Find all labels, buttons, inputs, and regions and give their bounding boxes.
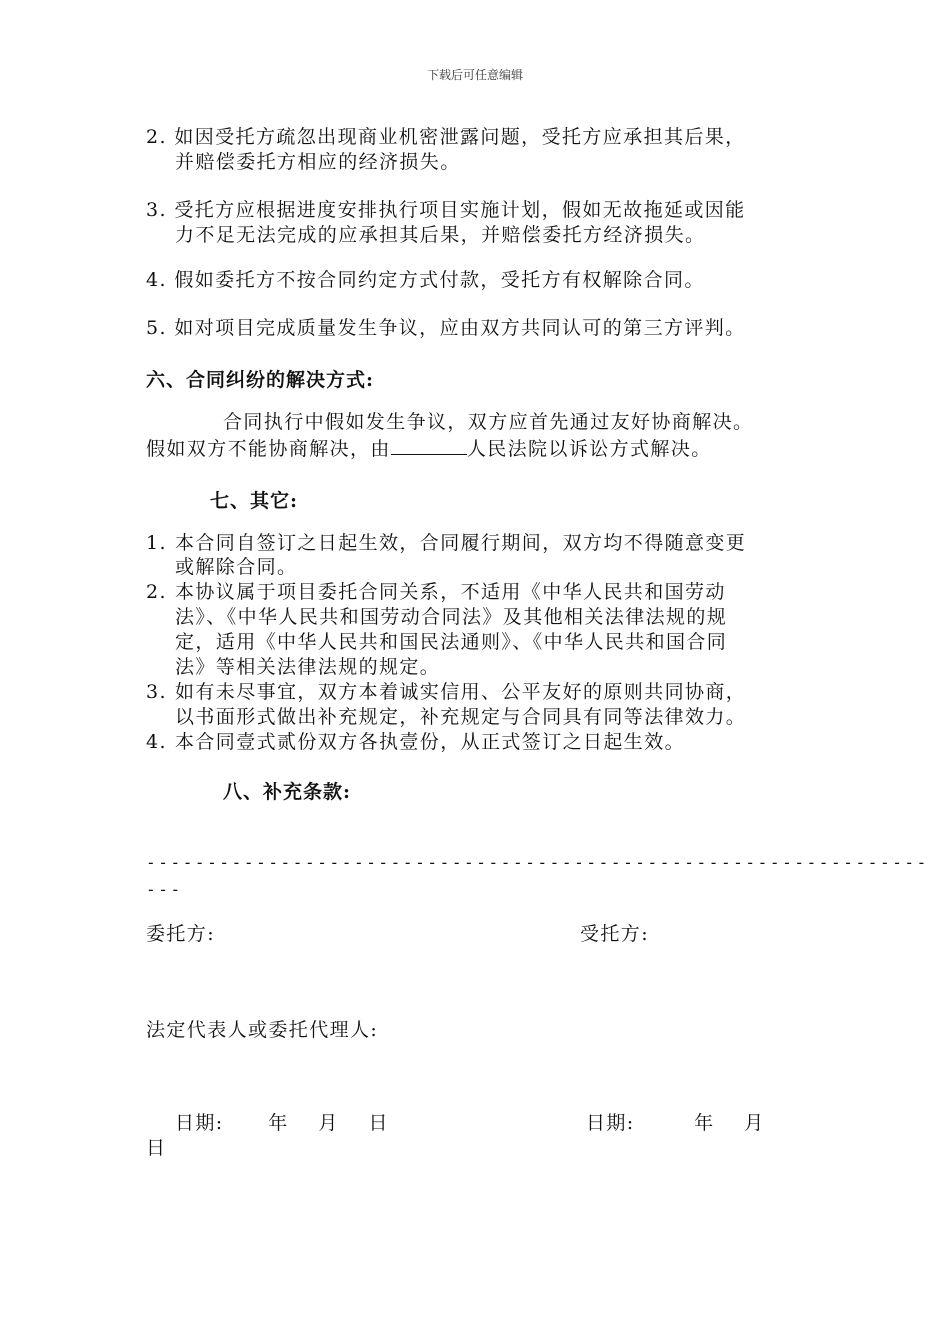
contractor-label: 受托方: — [580, 923, 650, 945]
clause-4: 4. 假如委托方不按合同约定方式付款，受托方有权解除合同。 — [146, 269, 705, 291]
date-right: 日期: 年 月 — [586, 1112, 765, 1134]
clause-2-line2: 并赔偿委托方相应的经济损失。 — [175, 151, 461, 173]
other-item-3-line1: 如有未尽事宜，双方本着诚实信用、公平友好的原则共同协商， — [175, 681, 747, 703]
client-label: 委托方: — [146, 923, 216, 945]
representative-label: 法定代表人或委托代理人: — [146, 1019, 379, 1041]
other-item-4-line1: 本合同壹式贰份双方各执壹份，从正式签订之日起生效。 — [175, 731, 686, 753]
supplement-dash-line-wrap: --- — [146, 880, 183, 899]
other-item-2-line2: 法》、《中华人民共和国劳动合同法》及其他相关法律法规的规 — [175, 606, 728, 628]
supplement-dash-line: ---------------------------------------------------------------- — [146, 853, 929, 872]
section-6-paragraph-line2 — [146, 436, 712, 462]
section-6-title: 六、合同纠纷的解决方式: — [146, 369, 375, 391]
paragraph-text-after-blank: 人民法院以诉讼方式解决。 — [466, 438, 712, 460]
other-item-2-line1: 本协议属于项目委托合同关系，不适用《中华人民共和国劳动 — [175, 581, 726, 603]
section-8-title: 八、补充条款: — [223, 781, 352, 803]
clause-5: 5. 如对项目完成质量发生争议，应由双方共同认可的第三方评判。 — [146, 317, 746, 339]
section-7-title: 七、其它: — [210, 490, 299, 512]
other-item-1-num: 1. — [146, 532, 167, 554]
other-item-2-num: 2. — [146, 581, 167, 603]
other-item-2-line4: 法》等相关法律法规的规定。 — [175, 656, 441, 678]
date-left: 日期: 年 月 日 — [175, 1112, 389, 1134]
other-item-2-line3: 定，适用《中华人民共和国民法通则》、《中华人民共和国合同 — [175, 631, 728, 653]
date-right-day-wrap: 日 — [146, 1137, 167, 1159]
other-item-4-num: 4. — [146, 731, 167, 753]
clause-3-line1: 3. 受托方应根据进度安排执行项目实施计划，假如无故拖延或因能 — [146, 199, 746, 221]
paragraph-text-before-blank: 假如双方不能协商解决，由 — [146, 438, 391, 460]
other-item-1-line1: 本合同自签订之日起生效，合同履行期间，双方均不得随意变更 — [175, 532, 747, 554]
other-item-1-line2: 或解除合同。 — [175, 556, 298, 578]
clause-3-line2: 力不足无法完成的应承担其后果，并赔偿委托方经济损失。 — [175, 224, 706, 246]
clause-2-line1: 2. 如因受托方疏忽出现商业机密泄露问题，受托方应承担其后果， — [146, 126, 746, 148]
other-item-3-line2: 以书面形式做出补充规定，补充规定与合同具有同等法律效力。 — [175, 706, 747, 728]
court-name-blank — [391, 436, 467, 455]
other-item-3-num: 3. — [146, 681, 167, 703]
section-6-paragraph-line1: 合同执行中假如发生争议，双方应首先通过友好协商解决。 — [223, 411, 754, 433]
page-header: 下载后可任意编辑 — [426, 68, 523, 82]
